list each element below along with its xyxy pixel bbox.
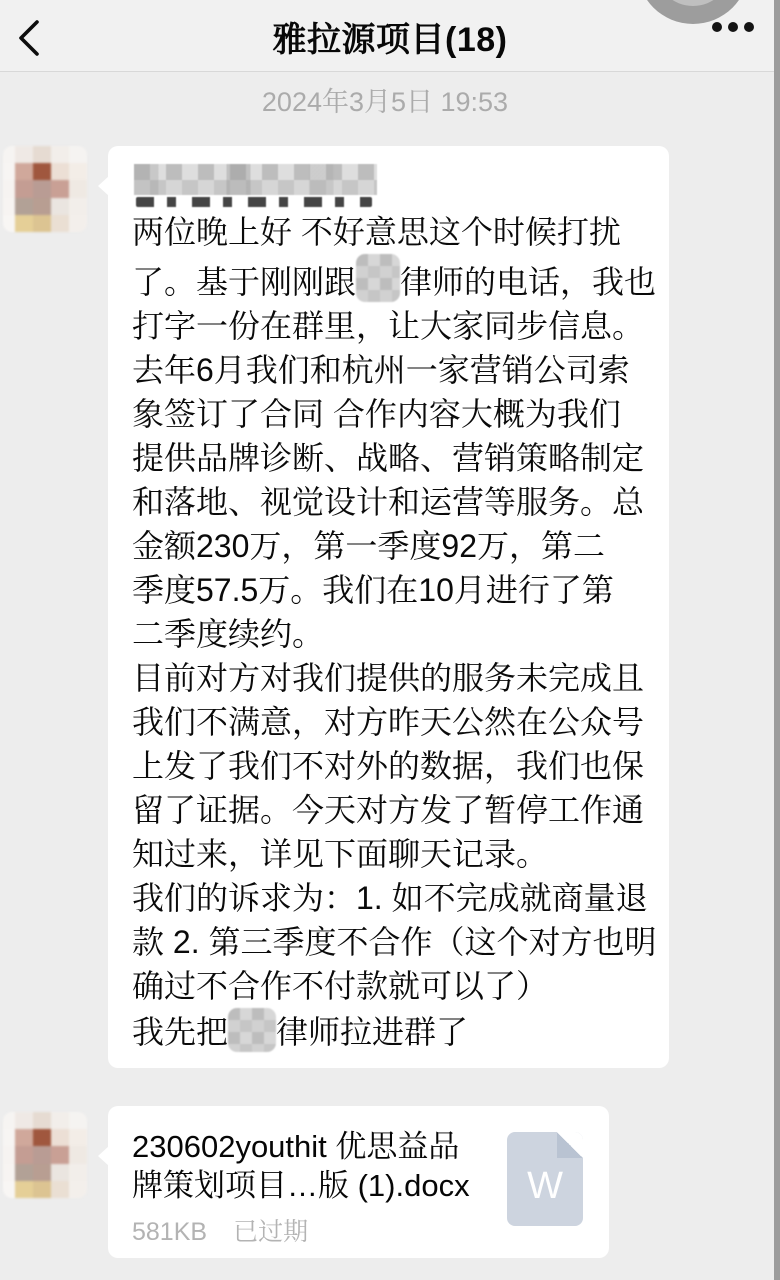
avatar-pixel [51,163,69,180]
avatar-pixel [51,215,69,232]
back-button[interactable] [16,16,56,56]
avatar-pixel [51,146,69,163]
bubble-tail [98,176,109,196]
avatar-pixel [69,215,87,232]
floating-ball-inner [655,0,731,6]
name-glyph-remnants [136,197,372,207]
avatar-pixel [15,180,33,197]
avatar-pixel [33,1146,51,1163]
ellipsis-icon [728,22,738,32]
avatar-pixel [51,180,69,197]
avatar-pixel [51,1164,69,1181]
avatar-pixel [3,198,15,215]
navbar [0,0,780,72]
message-line: 两位晚上好 不好意思这个时候打扰 [132,214,621,250]
avatar-pixel [3,180,15,197]
avatar-pixel [3,1112,15,1129]
ellipsis-icon [712,22,722,32]
avatar-pixel [51,1146,69,1163]
avatar-pixel [15,1164,33,1181]
redacted-text-mosaic [228,1008,276,1052]
avatar-pixel [3,1129,15,1146]
avatar-pixel [15,146,33,163]
bubble-tail [98,1146,109,1166]
avatar-pixel [33,163,51,180]
avatar-pixel [33,146,51,163]
name-pixelation-mosaic [134,164,377,195]
message-line: 和落地、视觉设计和运营等服务。总 [132,484,645,520]
message-line: 目前对方对我们提供的服务未完成且 [132,660,645,696]
avatar-pixel [69,1181,87,1198]
avatar-pixel [3,146,15,163]
file-name-line2: 牌策划项目…版 (1).docx [132,1167,470,1203]
avatar-pixel [33,198,51,215]
avatar-pixel [69,1129,87,1146]
message-line: 季度57.5万。我们在10月进行了第 [132,572,614,608]
redacted-text-mosaic [356,254,400,302]
avatar-pixel [3,215,15,232]
message-line: 确过不合作不付款就可以了） [132,968,549,1004]
avatar-pixel [3,163,15,180]
word-doc-icon [507,1132,583,1226]
avatar-pixel [51,1112,69,1129]
more-button[interactable] [712,22,754,32]
avatar-pixel [33,215,51,232]
avatar-pixel [15,1129,33,1146]
message-line: 了。基于刚刚跟 律师的电话，我也 [132,254,653,304]
avatar-pixel [15,215,33,232]
doc-type-letter: W [527,1164,563,1207]
chevron-left-icon [16,19,56,57]
avatar-pixel [15,1146,33,1163]
file-size: 581KB [132,1218,208,1246]
avatar-pixel [69,1112,87,1129]
message-text [132,210,657,1054]
avatar-pixel [51,198,69,215]
doc-folded-corner [557,1132,583,1158]
avatar-pixel [33,180,51,197]
avatar-pixel [69,163,87,180]
screen-edge-artifact [774,0,780,1280]
sender-avatar[interactable] [3,146,87,232]
avatar-pixel [3,1181,15,1198]
avatar-pixel [15,163,33,180]
message-line: 我先把 律师拉进群了 [132,1008,653,1054]
avatar-pixel [15,1112,33,1129]
message-line: 款 2. 第三季度不合作（这个对方也明 [132,924,657,960]
redacted-sender-name [132,164,653,210]
message-line: 去年6月我们和杭州一家营销公司索 [132,352,630,388]
chat-title: 雅拉源项目(18) [272,21,508,59]
message-line: 留了证据。今天对方发了暂停工作通 [132,792,645,828]
message-line: 我们不满意，对方昨天公然在公众号 [132,704,645,740]
avatar-pixel [3,1146,15,1163]
message-line: 二季度续约。 [132,616,325,652]
avatar-pixel [69,146,87,163]
avatar-pixel [51,1129,69,1146]
avatar-pixel [3,1164,15,1181]
avatar-pixel [69,180,87,197]
file-meta [132,1212,489,1248]
message-line: 上发了我们不对外的数据，我们也保 [132,748,645,784]
avatar-pixel [51,1181,69,1198]
avatar-pixel [69,198,87,215]
message-line: 我们的诉求为：1. 如不完成就商量退 [132,880,648,916]
avatar-pixel [33,1129,51,1146]
file-status: 已过期 [233,1218,309,1246]
avatar-pixel [69,1164,87,1181]
message-line: 打字一份在群里，让大家同步信息。 [132,308,645,344]
avatar-pixel [33,1164,51,1181]
message-line: 知过来，详见下面聊天记录。 [132,836,549,872]
message-line: 提供品牌诊断、战略、营销策略制定 [132,440,645,476]
file-name [132,1128,489,1205]
message-bubble[interactable] [108,146,669,1068]
avatar-pixel [33,1181,51,1198]
avatar-pixel [15,1181,33,1198]
message-line: 象签订了合同 合作内容大概为我们 [132,396,621,432]
file-name-line1: 230602youthit 优思益品 [132,1129,460,1164]
avatar-pixel [33,1112,51,1129]
timestamp: 2024年3月5日 19:53 [261,87,509,117]
ellipsis-icon [744,22,754,32]
sender-avatar[interactable] [3,1112,87,1198]
message-line: 金额230万，第一季度92万，第二 [132,528,605,564]
file-card[interactable] [108,1106,609,1258]
avatar-pixel [69,1146,87,1163]
avatar-pixel [15,198,33,215]
